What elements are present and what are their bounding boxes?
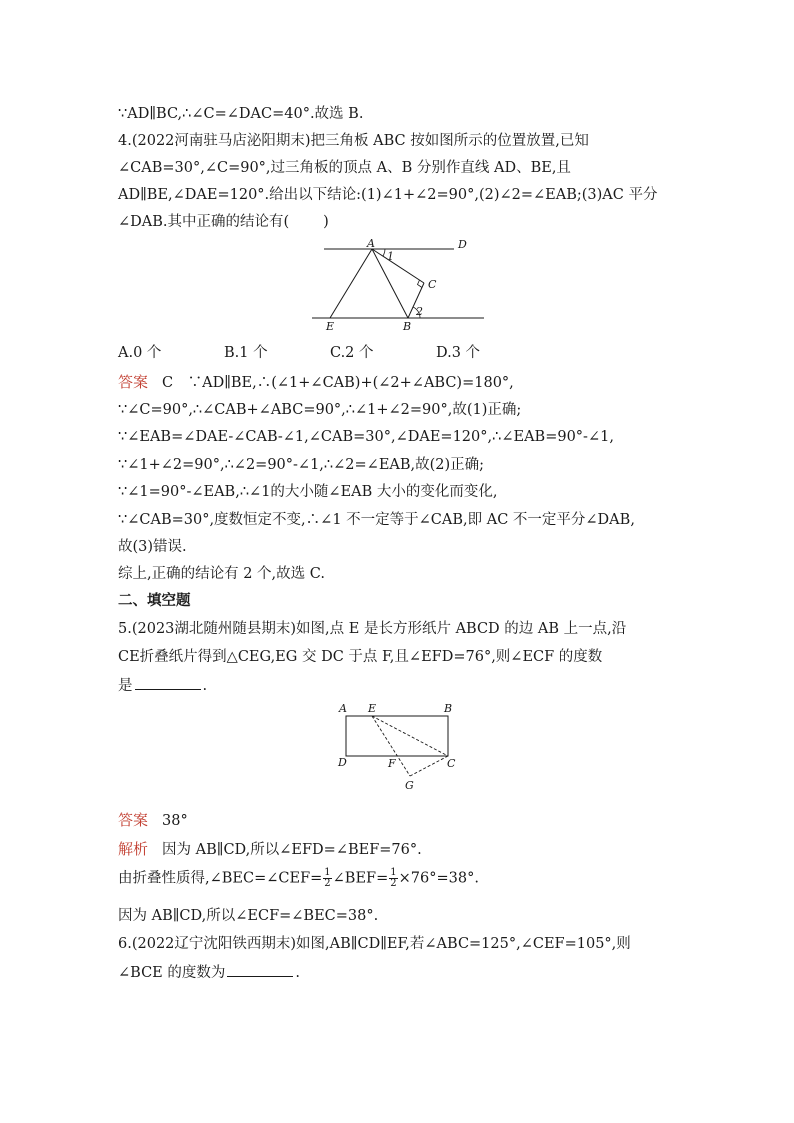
answer-label: 答案 [118, 811, 149, 829]
label-C: C [447, 757, 456, 770]
label-angle-1: 1 [387, 250, 394, 263]
text-segment: 是 [118, 678, 133, 694]
text-segment: ∠BEF= [332, 870, 389, 887]
text-line: ∵∠1+∠2=90°,∴∠2=90°-∠1,∴∠2=∠EAB,故(2)正确; [118, 457, 485, 473]
text-line: CE折叠纸片得到△CEG,EG 交 DC 于点 F,且∠EFD=76°,则∠ECF 的度数 [118, 649, 603, 665]
answer-4 [118, 372, 514, 393]
option-a: A.0 个 [118, 345, 162, 361]
answer-label: 答案 [118, 373, 149, 391]
text-segment: ∠BCE 的度数为 [118, 965, 226, 981]
answer-blank [135, 675, 201, 690]
label-A: A [367, 237, 375, 250]
rectangle-fold-figure [334, 700, 464, 792]
label-E: E [326, 320, 335, 333]
answer-5 [118, 810, 188, 831]
label-B: B [403, 320, 412, 333]
label-C: C [428, 278, 437, 291]
text-line [118, 212, 329, 232]
label-E: E [368, 702, 377, 715]
text-line: ∠CAB=30°,∠C=90°,过三角板的顶点 A、B 分别作直线 AD、BE,且 [118, 160, 571, 176]
question-4: 4.(2022河南驻马店泌阳期末)把三角板 ABC 按如图所示的位置放置,已知 [118, 133, 589, 149]
option-d: D.3 个 [436, 345, 481, 361]
text-segment: C ∵AD∥BE,∴(∠1+∠CAB)+(∠2+∠ABC)=180°, [162, 375, 514, 391]
text-segment: . [202, 678, 208, 694]
fraction: $\frac{1}{2}$ [390, 867, 397, 889]
section-heading: 二、填空题 [118, 593, 191, 609]
text-line: ∵∠CAB=30°,度数恒定不变,∴∠1 不一定等于∠CAB,即 AC 不一定平分∠DAB, [118, 512, 635, 528]
explanation-label: 解析 [118, 840, 149, 858]
text-segment: . [295, 965, 300, 981]
text-line: 因为 AB∥CD,所以∠ECF=∠BEC=38°. [118, 908, 379, 924]
label-G: G [405, 779, 414, 792]
label-D: D [338, 756, 347, 769]
options-row [118, 343, 480, 363]
text-line: ∵∠EAB=∠DAE-∠CAB-∠1,∠CAB=30°,∠DAE=120°,∴∠EAB=90°-∠1, [118, 429, 614, 445]
explanation-5 [118, 839, 422, 860]
label-angle-2: 2 [416, 305, 423, 318]
text-segment: ) [323, 214, 329, 230]
text-line: ∵∠1=90°-∠EAB,∴∠1的大小随∠EAB 大小的变化而变化, [118, 484, 498, 500]
label-F: F [388, 757, 396, 770]
label-D: D [458, 238, 467, 251]
option-b: B.1 个 [224, 345, 268, 361]
answer-blank [227, 962, 293, 977]
text-segment: ∠DAB.其中正确的结论有( [118, 214, 290, 230]
text-segment: 38° [162, 813, 188, 829]
text-line: AD∥BE,∠DAE=120°.给出以下结论:(1)∠1+∠2=90°,(2)∠2=∠EAB;(3)AC 平分 [118, 187, 658, 203]
label-B: B [444, 702, 453, 715]
triangle-figure [308, 236, 488, 332]
text-line: 综上,正确的结论有 2 个,故选 C. [118, 566, 325, 582]
label-A: A [339, 702, 347, 715]
text-line [118, 962, 300, 983]
text-segment: 由折叠性质得,∠BEC=∠CEF= [118, 870, 323, 887]
option-c: C.2 个 [330, 345, 374, 361]
text-line [118, 868, 479, 889]
text-line: ∵AD∥BC,∴∠C=∠DAC=40°.故选 B. [118, 106, 364, 122]
text-line: ∵∠C=90°,∴∠CAB+∠ABC=90°,∴∠1+∠2=90°,故(1)正确; [118, 402, 522, 418]
text-segment: ×76°=38°. [398, 870, 479, 887]
text-line [118, 675, 207, 696]
question-5: 5.(2023湖北随州随县期末)如图,点 E 是长方形纸片 ABCD 的边 AB 上一点,沿 [118, 621, 627, 637]
question-6: 6.(2022辽宁沈阳铁西期末)如图,AB∥CD∥EF,若∠ABC=125°,∠CEF=105°,则 [118, 936, 631, 952]
fraction: $\frac{1}{2}$ [324, 867, 331, 889]
text-segment: 因为 AB∥CD,所以∠EFD=∠BEF=76°. [162, 842, 422, 858]
text-line: 故(3)错误. [118, 539, 187, 555]
